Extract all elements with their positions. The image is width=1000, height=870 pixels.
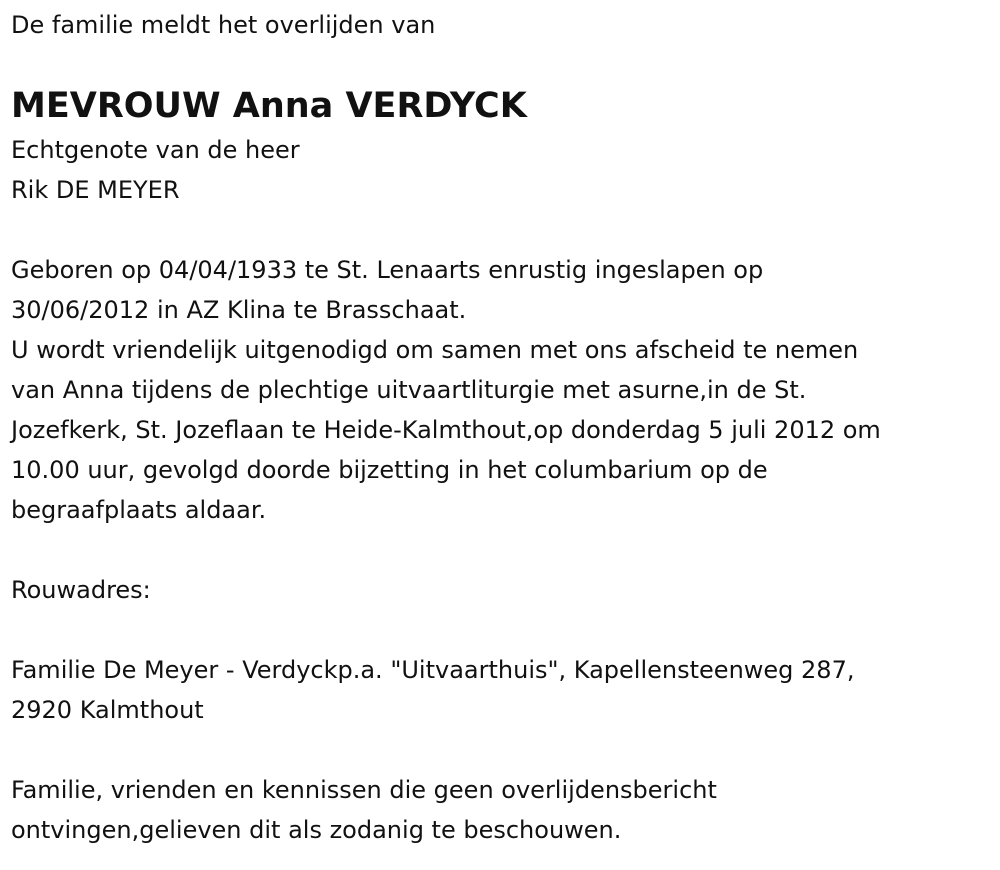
closing-line: Familie, vrienden en kennissen die geen overlijdensbericht [11,776,717,804]
closing-paragraph [11,770,986,850]
body-line: Jozefkerk, St. Jozeflaan te Heide-Kalmthout,op donderdag 5 juli 2012 om [11,416,881,444]
spacer [11,210,986,250]
address-label: Rouwadres: [11,576,151,604]
body-line: 10.00 uur, gevolgd doorde bijzetting in het columbarium op de [11,456,768,484]
body-line: 30/06/2012 in AZ Klina te Brasschaat. [11,296,467,324]
spacer [11,730,986,770]
body-line: begraafplaats aldaar. [11,496,267,524]
body-line: van Anna tijdens de plechtige uitvaartliturgie met asurne,in de St. [11,376,807,404]
intro-text: De familie meldt het overlijden van [11,11,436,39]
closing-line: ontvingen,gelieven dit als zodanig te beschouwen. [11,816,622,844]
deceased-name: MEVROUW Anna VERDYCK [11,86,527,126]
address-line: 2920 Kalmthout [11,696,204,724]
body-paragraph [11,250,986,530]
obituary-notice [11,0,986,850]
spacer [11,530,986,570]
spouse-line-2: Rik DE MEYER [11,176,180,204]
address-block [11,650,986,730]
body-line: U wordt vriendelijk uitgenodigd om samen met ons afscheid te nemen [11,336,859,364]
body-line: Geboren op 04/04/1933 te St. Lenaarts enrustig ingeslapen op [11,256,764,284]
address-line: Familie De Meyer - Verdyckp.a. "Uitvaarthuis", Kapellensteenweg 287, [11,656,855,684]
spouse-line-1: Echtgenote van de heer [11,136,300,164]
spacer [11,610,986,650]
